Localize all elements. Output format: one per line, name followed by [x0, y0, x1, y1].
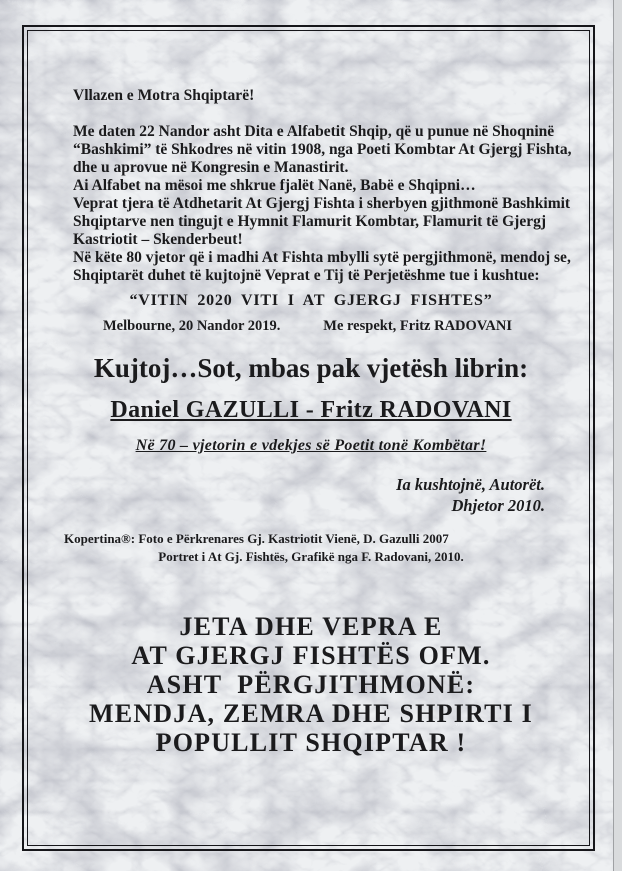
- letter-body-line: Me daten 22 Nandor asht Dita e Alfabetit Shqip, që u punue në Shoqninë: [73, 123, 555, 140]
- letter-content: [64, 87, 572, 757]
- letter-dateline: Melbourne, 20 Nandor 2019.: [103, 318, 281, 334]
- closing-line-1: JETA DHE VEPRA E: [179, 612, 443, 641]
- closing-line-5: POPULLIT SHQIPTAR !: [155, 728, 467, 757]
- letter-body: [73, 123, 572, 285]
- credits-block: [64, 530, 549, 566]
- letter-body-line: dhe u aprovue në Kongresin e Manastirit.: [73, 159, 349, 176]
- dedication-block: [73, 474, 549, 516]
- letter-slogan: “VITIN 2020 VITI I AT GJERGJ FISHTES”: [129, 292, 493, 309]
- letter-signature: Me respekt, Fritz RADOVANI: [323, 318, 512, 334]
- page-edge-strip: [613, 0, 622, 871]
- closing-block: [73, 612, 549, 757]
- letter-body-line: Shqiptarët duhet të kujtojnë Veprat e Tij të Perjetëshme tue i kushtue:: [73, 267, 540, 284]
- letter-salutation: Vllazen e Motra Shqiptarë!: [73, 87, 255, 104]
- dedication-line-1: Ia kushtojnë, Autorët.: [396, 475, 545, 494]
- closing-line-4: MENDJA, ZEMRA DHE SHPIRTI I: [89, 699, 533, 728]
- closing-line-3: ASHT PËRGJITHMONË:: [146, 670, 476, 699]
- credit-line-2: Portret i At Gj. Fishtës, Grafikë nga F. Radovani, 2010.: [158, 549, 464, 564]
- letter-body-line: Ai Alfabet na mësoi me shkrue fjalët Nanë, Babë e Shqipni…: [73, 177, 476, 194]
- letter-body-line: Në këte 80 vjetor që i madhi At Fishta mbylli sytë pergjithmonë, mendoj se,: [73, 249, 571, 266]
- book-subtitle-line: Në 70 – vjetorin e vdekjes së Poetit tonë Kombëtar!: [135, 437, 487, 454]
- credit-line-1: Kopertina®: Foto e Përkrenares Gj. Kastriotit Vienë, D. Gazulli 2007: [64, 531, 449, 546]
- closing-line-2: AT GJERGJ FISHTËS OFM.: [131, 641, 491, 670]
- letter-body-line: Veprat tjera të Atdhetarit At Gjergj Fishta i sherbyen gjithmonë Bashkimit: [73, 195, 571, 212]
- letter-body-line: Shqiptarve nen tingujt e Hymnit Flamurit Kombtar, Flamurit të Gjergj: [73, 213, 546, 230]
- letter-sign-row: [73, 317, 549, 335]
- dedication-line-2: Dhjetor 2010.: [451, 496, 545, 515]
- book-intro-line: Kujtoj…Sot, mbas pak vjetësh librin:: [93, 353, 529, 383]
- book-authors-line: Daniel GAZULLI - Fritz RADOVANI: [110, 397, 512, 423]
- letter-body-line: Kastriotit – Skenderbeut!: [73, 231, 243, 248]
- letter-body-line: “Bashkimi” të Shkodres në vitin 1908, nga Poeti Kombtar At Gjergj Fishta,: [73, 141, 572, 158]
